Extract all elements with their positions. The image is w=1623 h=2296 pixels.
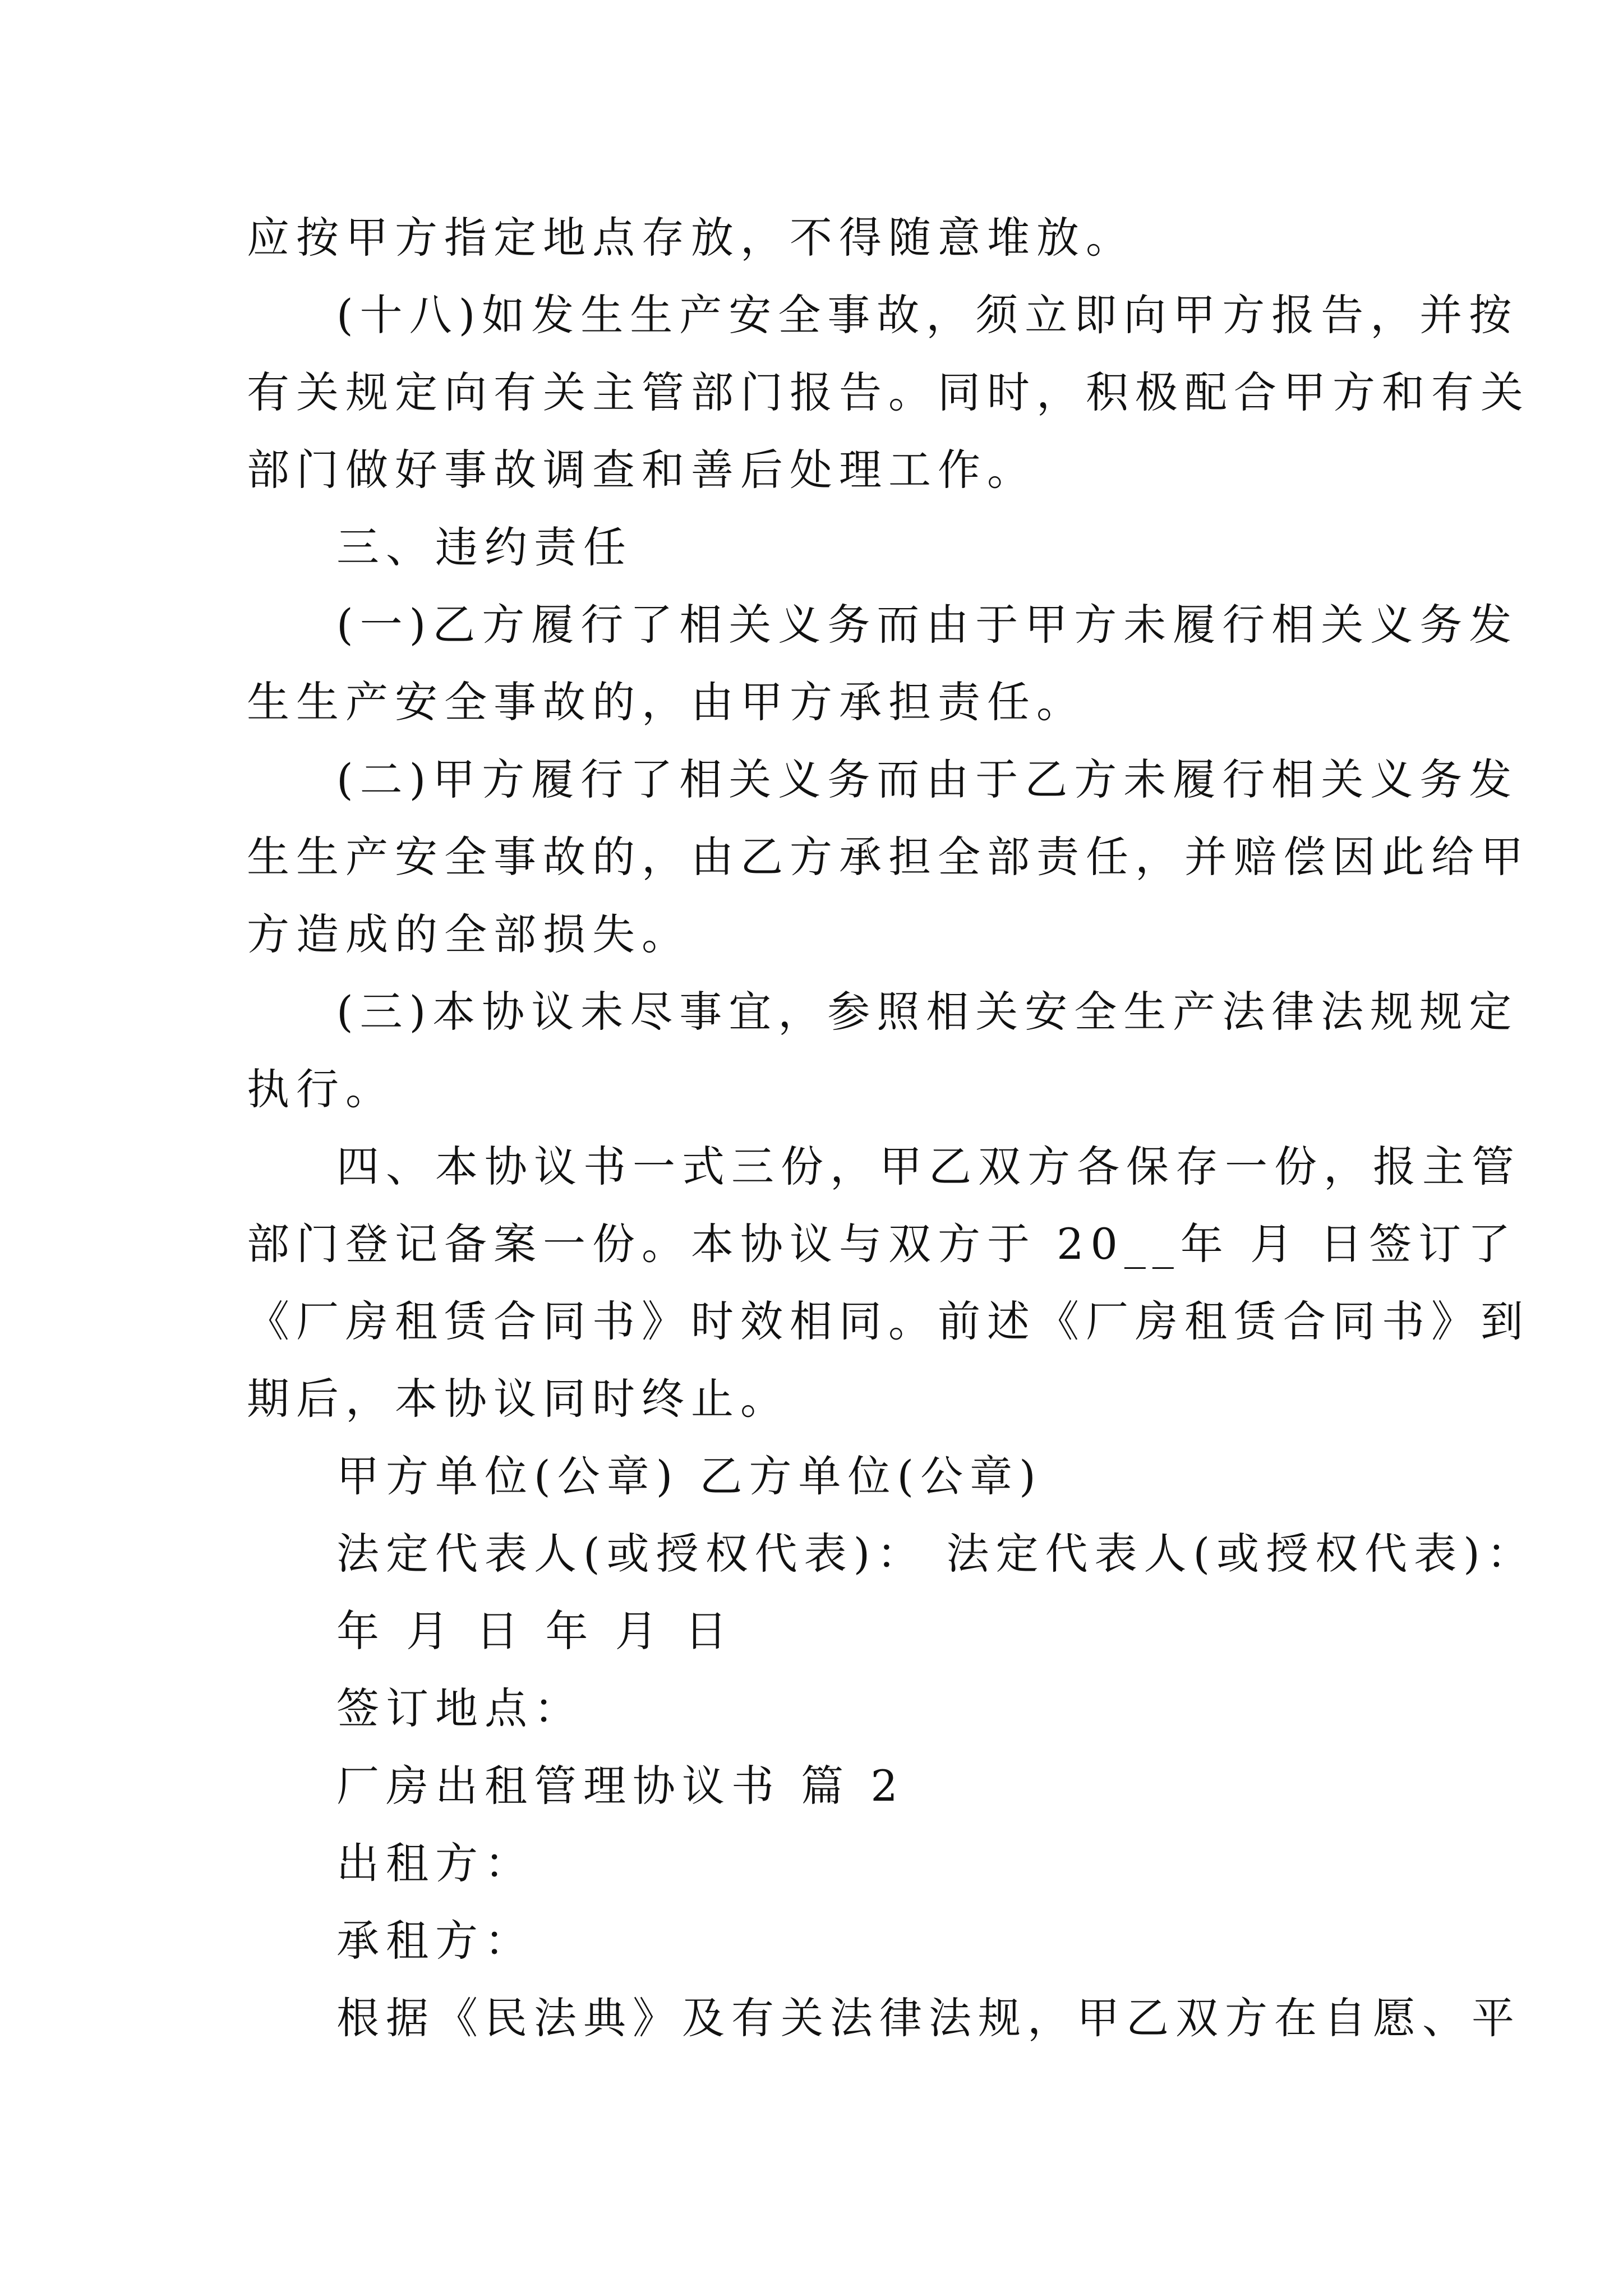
lessor-line: 出租方：	[336, 1838, 534, 1888]
text-line: 四、本协议书一式三份，甲乙双方各保存一份，报主管	[336, 1142, 1521, 1191]
text-line: 执行。	[247, 1064, 395, 1114]
lessee-line: 承租方：	[336, 1916, 534, 1966]
text-line: 期后，本协议同时终止。	[247, 1374, 790, 1424]
document-title-line: 厂房出租管理协议书 篇 2	[336, 1761, 905, 1811]
signing-place-line: 签订地点：	[336, 1683, 583, 1733]
text-line: (一)乙方履行了相关义务而由于甲方未履行相关义务发	[336, 600, 1519, 650]
text-line: (十八)如发生生产安全事故，须立即向甲方报告，并按	[336, 290, 1519, 340]
signature-party-line: 甲方单位(公章) 乙方单位(公章)	[336, 1451, 1043, 1501]
text-line: 部门做好事故调查和善后处理工作。	[247, 445, 1036, 495]
text-line: (二)甲方履行了相关义务而由于乙方未履行相关义务发	[336, 754, 1519, 804]
text-line: 应按甲方指定地点存放，不得随意堆放。	[247, 213, 1135, 263]
text-line: 有关规定向有关主管部门报告。同时，积极配合甲方和有关	[247, 367, 1530, 417]
section-heading: 三、违约责任	[336, 522, 633, 572]
text-line: 《厂房租赁合同书》时效相同。前述《厂房租赁合同书》到	[247, 1296, 1530, 1346]
text-line: 部门登记备案一份。本协议与双方于 20__年 月 日签订了	[247, 1219, 1518, 1269]
signature-representative-line: 法定代表人(或授权代表)： 法定代表人(或授权代表)：	[336, 1529, 1536, 1579]
text-line: 方造成的全部损失。	[247, 909, 691, 959]
document-body	[247, 199, 1536, 2057]
text-line: 生生产安全事故的，由甲方承担责任。	[247, 677, 1086, 727]
text-line: 根据《民法典》及有关法律法规，甲乙双方在自愿、平	[336, 1993, 1521, 2043]
text-line: 生生产安全事故的，由乙方承担全部责任，并赔偿因此给甲	[247, 832, 1530, 882]
text-line: (三)本协议未尽事宜，参照相关安全生产法律法规规定	[336, 987, 1519, 1037]
signature-date-line: 年 月 日 年 月 日	[336, 1606, 734, 1656]
